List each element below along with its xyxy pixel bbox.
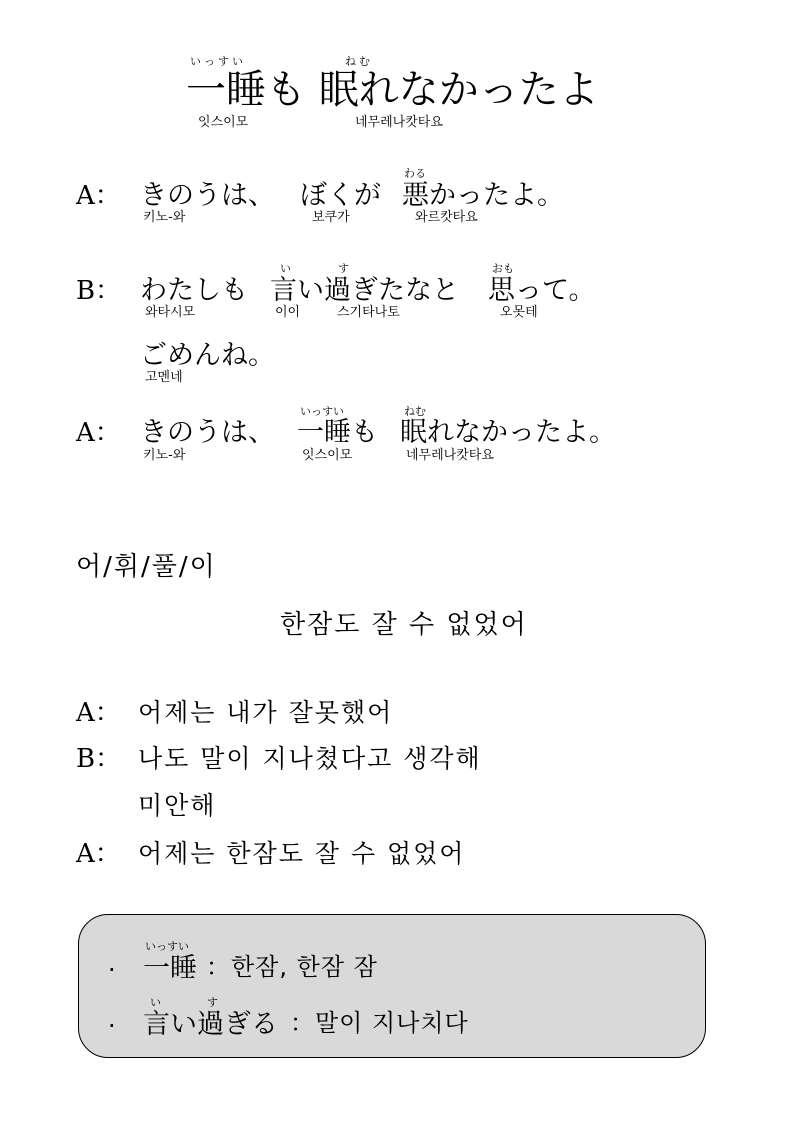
dialogue-1-ruby-waru: わる [404,167,426,180]
dialogue-3-seg-3 [400,419,616,446]
glossary-2-kanji-su: 過 [197,1009,224,1040]
title-kanji-nemu: 眠 [318,67,359,113]
translation-line-3: 어제는 한잠도 잘 수 없었어 [138,839,466,868]
dialogue-3-ruby-nemu: ねむ [404,405,426,418]
glossary-bullet-2: · [108,1012,116,1040]
glossary-1-meaning: ：한잠, 한잠 잠 [206,953,378,981]
title-ruby-nemu: ねむ [345,55,373,68]
glossary-2-term [143,1011,278,1038]
dialogue-2-ruby-i: い [280,262,291,275]
dialogue-1-reading-1: 키노-와 [143,210,186,225]
glossary-1-term: 一睡 [143,953,197,984]
dialogue-3-kanji-isui: 一睡 [297,417,351,448]
dialogue-2-line-2-reading: 고멘네 [145,370,183,385]
dialogue-3-kanji-nemu: 眠 [400,417,427,448]
dialogue-speaker-b: B： [76,276,122,306]
dialogue-speaker-a2: A： [76,418,121,448]
translation-line-2: 나도 말이 지나쳤다고 생각해 [138,744,482,773]
dialogue-2-kanji-ii: 言 [270,275,297,306]
dialogue-1-kanji-waru: 悪 [402,180,429,211]
title-kana-rest: れなかったよ [358,67,599,113]
dialogue-1-seg-2: ぼくが [300,180,381,211]
dialogue-2-kanji-su: 過 [324,275,351,306]
vocab-heading: 어/휘/풀/이 [76,552,217,582]
dialogue-3-reading-1: 키노-와 [143,448,186,463]
dialogue-3-seg-1: きのうは、 [140,417,275,448]
glossary-2-meaning: ：말이 지나치다 [290,1009,469,1037]
glossary-2-kana-i: い [170,1009,197,1040]
title-kana-mo: も [266,67,306,113]
translation-line-1: 어제는 내가 잘못했어 [138,698,394,727]
dialogue-3-reading-2: 잇스이모 [302,448,353,463]
dialogue-3-reading-3: 네무레나캇타요 [406,448,494,463]
title-reading-1: 잇스이모 [198,115,249,130]
glossary-2-kana-giru: ぎる [224,1009,278,1040]
translation-title: 한잠도 잘 수 없었어 [280,610,528,640]
dialogue-2-kanji-omo: 思 [488,275,515,306]
dialogue-1-reading-3: 와르캇타요 [415,210,478,225]
dialogue-3-kana-rest: れなかったよ。 [427,417,616,448]
dialogue-2-reading-2: 이이 [275,305,301,320]
dialogue-2-kana-gitanato: ぎたなと [351,275,459,306]
translation-speaker-a1: A： [76,698,121,728]
dialogue-2-reading-1: 와타시모 [145,305,196,320]
dialogue-1-kana-katta: かったよ。 [429,180,564,211]
dialogue-2-reading-3: 스기타나토 [337,305,400,320]
title-kanji-isui: 一睡 [186,67,266,113]
dialogue-2-ruby-omo: おも [492,262,514,275]
dialogue-2-kana-i: い [297,275,324,306]
dialogue-2-seg-1: わたしも [140,275,248,306]
title-ruby-isui: いっすい [190,55,246,68]
translation-speaker-a2: A： [76,839,121,869]
dialogue-2-seg-4 [488,277,595,304]
dialogue-2-seg-2 [270,277,459,304]
dialogue-1-seg-3 [402,182,564,209]
page-title [186,67,599,113]
dialogue-1-reading-2: 보쿠가 [312,210,350,225]
dialogue-3-kana-mo: も [351,417,378,448]
title-reading-2: 네무레나캇타요 [355,115,443,130]
translation-speaker-b: B： [76,744,122,774]
dialogue-2-reading-4: 오못테 [500,305,538,320]
dialogue-1-seg-1: きのうは、 [140,180,275,211]
dialogue-3-seg-2 [297,419,378,446]
glossary-2-ruby-su: す [207,996,218,1009]
dialogue-2-kana-tte: って。 [515,275,596,306]
translation-line-2b: 미안해 [138,791,217,820]
glossary-1-ruby: いっすい [145,940,189,953]
glossary-bullet-1: · [108,956,116,984]
dialogue-3-ruby-isui: いっすい [300,405,344,418]
glossary-2-kanji-ii: 言 [143,1009,170,1040]
dialogue-speaker-a1: A： [76,181,121,211]
dialogue-2-line-2: ごめんね。 [140,340,275,371]
glossary-2-ruby-i: い [150,996,161,1009]
dialogue-2-ruby-su: す [338,262,349,275]
